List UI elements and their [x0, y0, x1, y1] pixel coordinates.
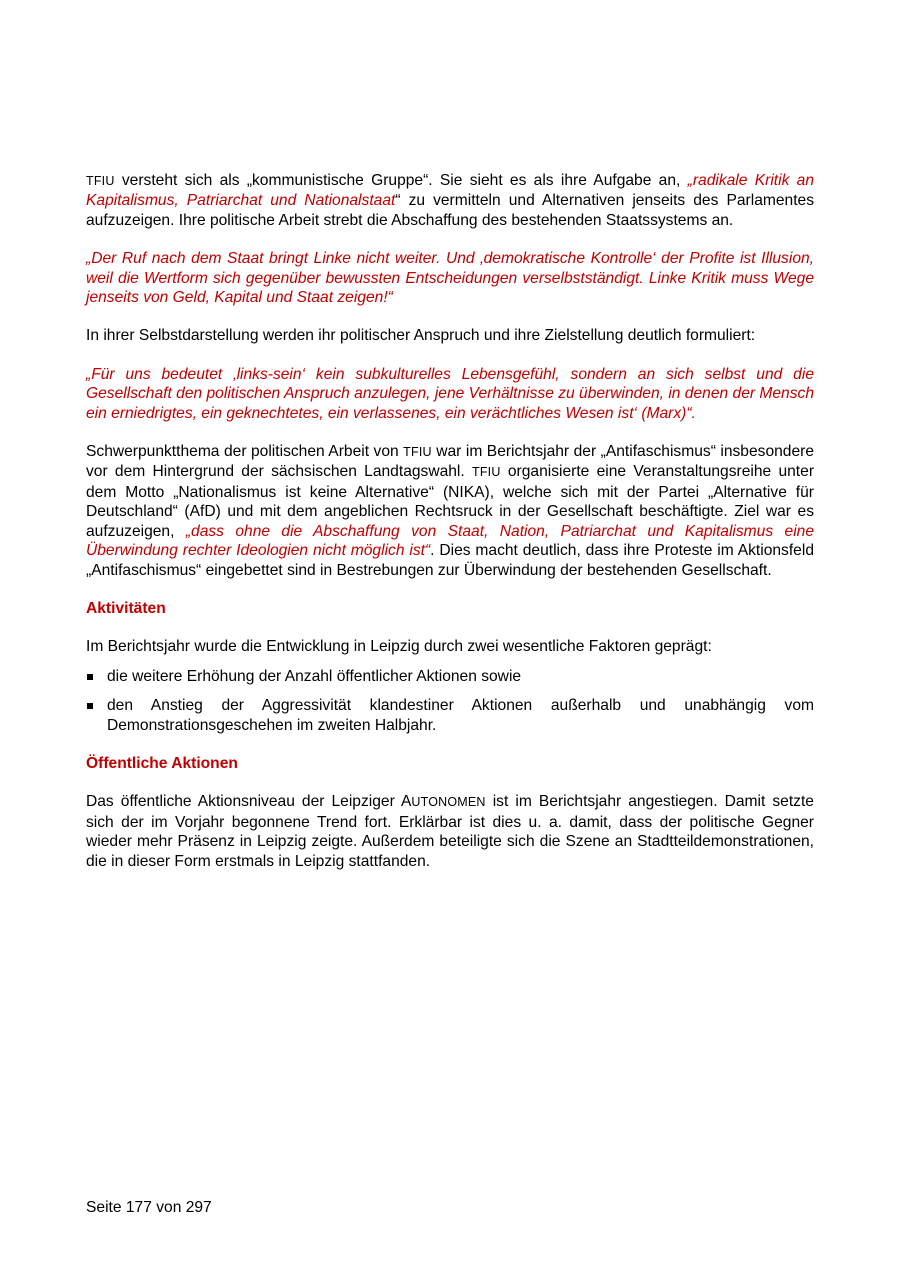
paragraph-selbstdarstellung: In ihrer Selbstdarstellung werden ihr politischer Anspruch und ihre Zielstellung deutlich formuliert:	[86, 327, 756, 345]
heading-oeffentliche-aktionen: Öffentliche Aktionen	[86, 754, 238, 772]
bullet-square-icon	[87, 674, 93, 680]
paragraph-schwerpunkt	[86, 442, 814, 580]
org-name: TFIU	[472, 465, 501, 480]
inline-quote: „dass ohne die Abschaffung von Staat, Nation, Patriarchat und Kapitalismus eine Überwindung rechter Ideologien nicht möglich ist“	[86, 522, 815, 560]
bullet-list	[86, 667, 814, 735]
list-item-text: den Anstieg der Aggressivität klandestiner Aktionen außerhalb und unabhängig vom Demonstrationsgeschehen im zweiten Halbjahr.	[107, 697, 814, 734]
bullet-square-icon	[87, 703, 93, 709]
block-quote-links-sein: „Für uns bedeutet ‚links-sein‘ kein subkulturelles Lebensgefühl, sondern an sich selbst und die Gesellschaft den politischen Anspruch anzulegen, jene Verhältnisse zu überwinden, in denen der Mensch ein erniedrigtes, ein geknechtetes, ein verlassenes, ein verächtliches Wesen ist‘ (Marx)“.	[86, 365, 814, 422]
list-item	[86, 667, 814, 686]
text: organisierte eine Veranstaltungsreihe unter dem Motto „Nationalismus ist keine Alternative“ (NIKA), welche sich mit der Partei „Alternative für Deutschland“ (AfD) und mit dem angeblichen Rechtsruck in der Gesellschaft beschäftigte. Ziel war es aufzuzeigen,	[86, 463, 815, 540]
block-quote-staat: „Der Ruf nach dem Staat bringt Linke nicht weiter. Und ‚demokratische Kontrolle‘ der Profite ist Illusion, weil die Wertform sich gegenüber bewussten Entscheidungen verselbstständigt. Linke Kritik muss Wege jenseits von Geld, Kapital und Staat zeigen!“	[86, 250, 814, 307]
paragraph-aktivitaeten-intro: Im Berichtsjahr wurde die Entwicklung in Leipzig durch zwei wesentliche Faktoren geprägt:	[86, 638, 712, 656]
list-item	[86, 696, 814, 735]
text: ist im Berichtsjahr angestiegen. Damit setzte sich der im Vorjahr begonnene Trend fort. Erklärbar ist dies u. a. damit, dass der politische Gegner wieder mehr Präsenz in Leipzig zeigte. Außerdem beteiligte sich die Szene an Stadtteildemonstrationen, die in dieser Form erstmals in Leipzig stattfanden.	[86, 793, 814, 870]
org-name: TFIU	[86, 174, 115, 188]
paragraph-tfiu-intro	[86, 171, 814, 230]
term-autonomen: AUTONOMEN	[400, 793, 486, 811]
inline-quote: „radikale Kritik an Kapitalismus, Patriarchat und Nationalstaat	[86, 172, 814, 210]
text: “ zu vermitteln und Alternativen jenseits des Parlamentes aufzuzeigen. Ihre politische Arbeit strebt die Abschaffung des bestehenden Staatssystems an.	[86, 192, 814, 229]
document-body	[86, 171, 814, 871]
list-item-text: die weitere Erhöhung der Anzahl öffentlicher Aktionen sowie	[107, 667, 522, 685]
text: Das öffentliche Aktionsniveau der Leipziger	[86, 793, 401, 811]
page-number: Seite 177 von 297	[86, 1199, 212, 1216]
heading-aktivitaeten: Aktivitäten	[86, 599, 166, 617]
org-name: TFIU	[403, 445, 432, 460]
text: . Dies macht deutlich, dass ihre Proteste im Aktionsfeld „Antifaschismus“ eingebettet sind in Bestrebungen zur Überwindung der bestehenden Gesellschaft.	[86, 542, 814, 579]
text: versteht sich als „kommunistische Gruppe“. Sie sieht es als ihre Aufgabe an,	[114, 172, 688, 189]
paragraph-oeffentliche-aktionen	[86, 792, 814, 871]
text: war im Berichtsjahr der „Antifaschismus“ insbesondere vor dem Hintergrund der sächsischen Landtagswahl.	[86, 443, 815, 481]
text: Schwerpunktthema der politischen Arbeit von	[86, 443, 404, 461]
